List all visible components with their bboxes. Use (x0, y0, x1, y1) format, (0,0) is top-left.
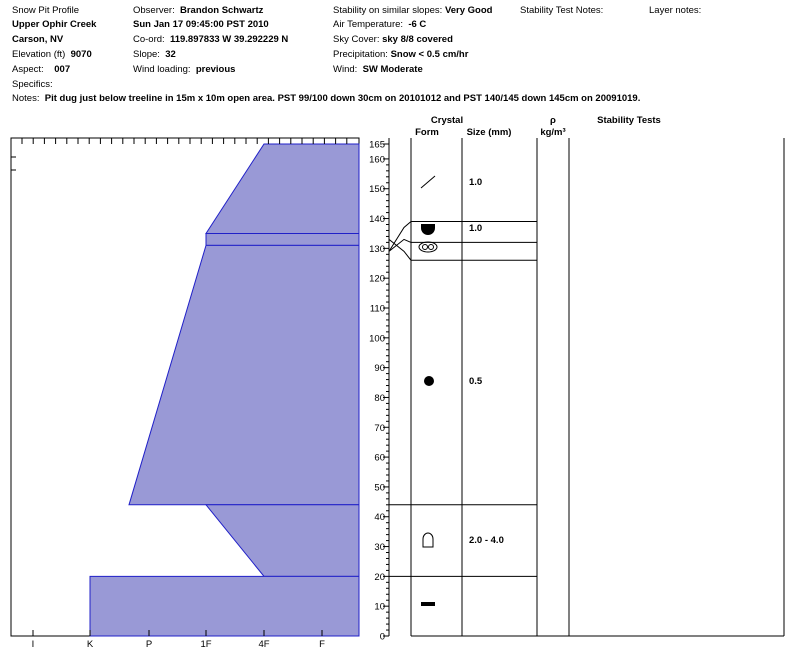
crystal-form-depth-hoar-icon (423, 533, 433, 547)
depth-label: 40 (374, 512, 385, 524)
crystal-header: Crystal (430, 115, 464, 126)
crystal-form-rounded-faceted-icon (421, 224, 435, 235)
hardness-layer-0 (206, 144, 359, 233)
layer-connector (389, 222, 411, 252)
shape-mark (421, 224, 435, 235)
inner-right-mark (429, 245, 434, 250)
hardness-label-p: P (145, 639, 153, 650)
location-name: Upper Ophir Creek (12, 19, 97, 30)
layer-size: 2.0 - 4.0 (469, 535, 504, 546)
coordinates: Co-ord: 119.897833 W 39.292229 N (133, 34, 289, 45)
hardness-label-i: I (31, 639, 35, 650)
depth-label: 60 (374, 452, 385, 464)
notes: Notes: Pit dug just below treeline in 15m x 10m open area. PST 99/100 down 30cm on 20101012 and PST 140/145 down 145cm on 20091019. (12, 93, 641, 104)
arch-mark (423, 533, 433, 547)
crystal-form-melt-forms-icon (419, 242, 437, 252)
hardness-layer-2 (129, 245, 359, 504)
hardness-profile (90, 144, 359, 636)
depth-label: 80 (374, 392, 385, 404)
observer: Observer: Brandon Schwartz (133, 5, 264, 16)
hardness-layer-3 (206, 505, 359, 577)
depth-label: 160 (369, 154, 385, 166)
density-unit: kg/m³ (540, 127, 566, 138)
layer-notes-label: Layer notes: (649, 5, 702, 16)
pit-profile-title: Snow Pit Profile (12, 5, 80, 16)
layer-size: 0.5 (469, 376, 483, 387)
bar-mark (421, 602, 435, 606)
crystal-form-decomposing-fragments-icon (421, 176, 435, 188)
stroke-mark (421, 176, 435, 188)
depth-label: 90 (374, 363, 385, 375)
hardness-layer-1 (206, 233, 359, 245)
hardness-label-1f: 1F (200, 639, 212, 650)
layer-size: 1.0 (469, 177, 483, 188)
dot-mark (424, 376, 434, 386)
depth-label: 10 (374, 601, 385, 613)
observation-date: Sun Jan 17 09:45:00 PST 2010 (133, 19, 269, 30)
layer-table (389, 115, 784, 636)
form-header: Form (415, 127, 439, 138)
depth-label: 130 (369, 243, 385, 255)
size-header: Size (mm) (466, 127, 512, 138)
hardness-layer-4 (90, 576, 359, 636)
stability-similar-slopes: Stability on similar slopes: Very Good (333, 5, 493, 16)
specifics: Specifics: (12, 79, 53, 90)
wind-loading: Wind loading: previous (133, 64, 236, 75)
stability-tests-header: Stability Tests (597, 115, 661, 126)
slope: Slope: 32 (133, 49, 176, 60)
location-region: Carson, NV (12, 34, 64, 45)
depth-label: 150 (369, 184, 385, 196)
depth-label: 50 (374, 482, 385, 494)
hardness-label-k: K (86, 639, 94, 650)
sky-cover: Sky Cover: sky 8/8 covered (333, 34, 453, 45)
crystal-form-ice-layer-icon (421, 602, 435, 606)
air-temperature: Air Temperature: -6 C (333, 19, 427, 30)
density-header: ρ (550, 115, 556, 126)
hardness-label-f: F (319, 639, 325, 650)
layer-size: 1.0 (469, 223, 483, 234)
depth-label: 120 (369, 273, 385, 285)
depth-label: 30 (374, 542, 385, 554)
precipitation: Precipitation: Snow < 0.5 cm/hr (333, 49, 469, 60)
depth-label: 100 (369, 333, 385, 345)
hardness-label-4f: 4F (258, 639, 270, 650)
depth-label: 0 (379, 631, 385, 643)
inner-left-mark (423, 245, 428, 250)
aspect: Aspect: 007 (12, 64, 71, 75)
wind: Wind: SW Moderate (333, 64, 423, 75)
depth-axis (369, 140, 389, 643)
depth-label: 70 (374, 422, 385, 434)
depth-label: 140 (369, 214, 385, 226)
stability-test-notes-label: Stability Test Notes: (520, 5, 604, 16)
depth-label: 20 (374, 571, 385, 583)
elevation: Elevation (ft) 9070 (12, 49, 92, 60)
crystal-form-rounded-grains-icon (424, 376, 434, 386)
depth-label: 165 (369, 139, 385, 151)
depth-label: 110 (369, 303, 385, 315)
